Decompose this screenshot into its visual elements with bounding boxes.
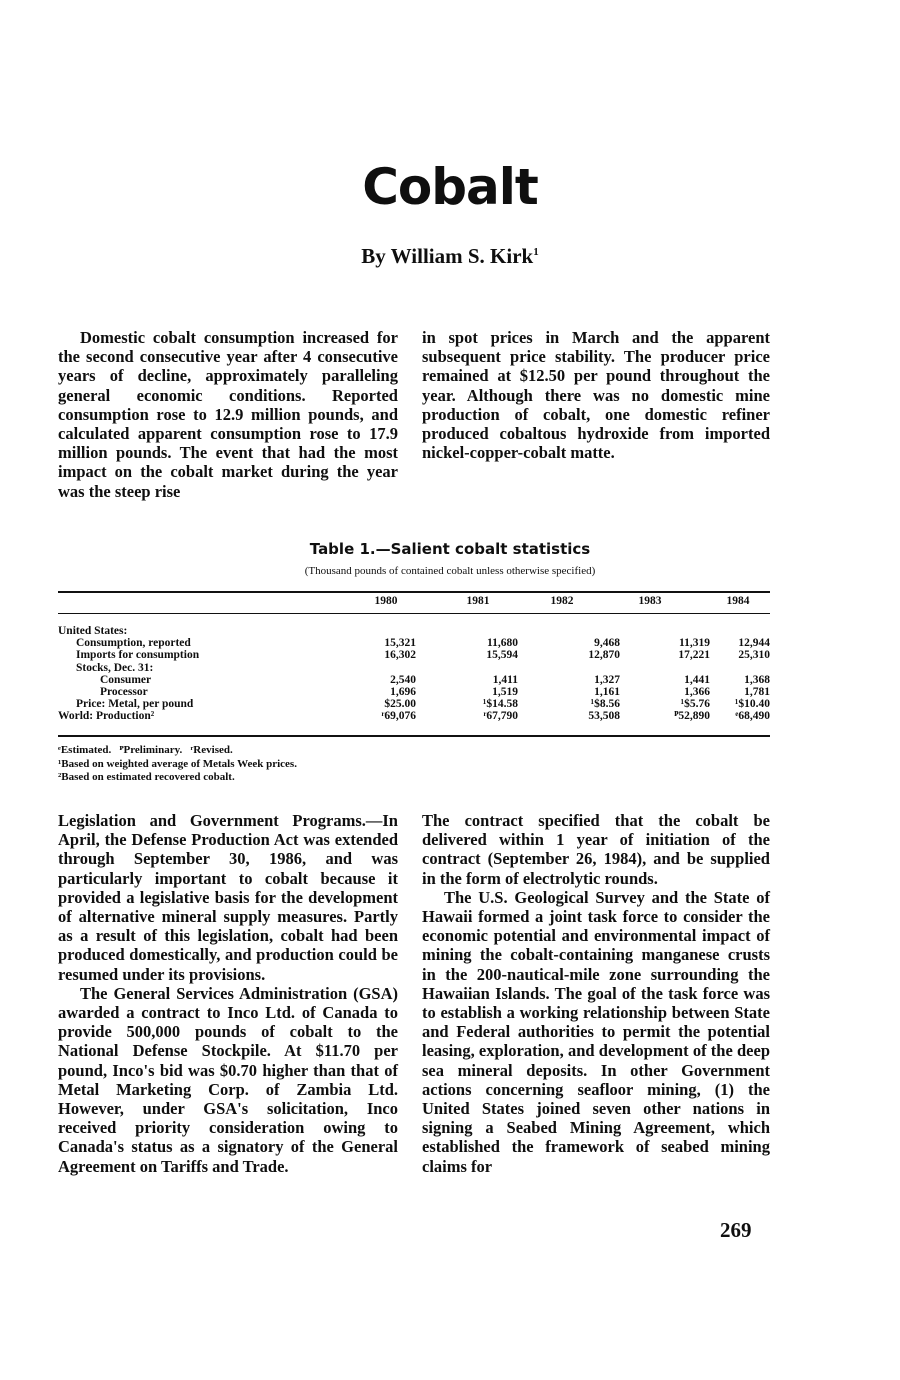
row-label: Consumption, reported <box>76 637 191 650</box>
table-footnote: ᵉEstimated. ᴾPreliminary. ʳRevised. <box>58 744 233 756</box>
table-cell: 9,468 <box>594 637 620 650</box>
author-byline <box>0 244 900 269</box>
page-number: 269 <box>720 1218 752 1242</box>
row-label: Stocks, Dec. 31: <box>76 661 154 674</box>
table-cell: 1,696 <box>390 685 416 698</box>
page-title: Cobalt <box>362 158 538 216</box>
table-cell: 25,310 <box>738 649 770 662</box>
row-label: United States: <box>58 625 128 637</box>
table-cell: 1,411 <box>492 673 518 686</box>
row-label: Processor <box>100 685 148 698</box>
table-cell: 15,321 <box>384 637 416 650</box>
row-label: Consumer <box>100 673 152 686</box>
intro-paragraph-left: Domestic cobalt consumption increased for the second consecutive year after 4 consecutive years of decline, approximately paralleling general economic conditions. Reported consumption rose to 12.9 million pounds, and calculated apparent consumption rose to 17.9 million pounds. The event that had the most impact on the cobalt market during the year was the steep rise <box>58 328 398 501</box>
year-header: 1983 <box>638 595 662 607</box>
intro-column-left <box>58 328 398 501</box>
table-row <box>58 649 770 661</box>
intro-paragraph-right: in spot prices in March and the apparent subsequent price stability. The producer price remained at $12.50 per pound throughout the year. Although there was no domestic mine production of cobalt, one domestic refiner produced cobaltous hydroxide from imported nickel-copper-cobalt matte. <box>422 328 770 463</box>
row-label: Imports for consumption <box>76 649 200 662</box>
section-text: —In April, the Defense Production Act was extended through September 30, 1986, and was particularly important to cobalt because it provided a legislative basis for the development of alternative mineral supply measures. Partly as a result of this legislation, cobalt had been produced domestically, and production could be resumed under its provisions. <box>58 811 398 984</box>
table-cell: ᵉ68,490 <box>735 710 770 723</box>
year-header: 1981 <box>466 595 490 607</box>
intro-column-right <box>422 328 770 462</box>
table-row <box>58 674 770 686</box>
table-cell: 12,944 <box>738 637 770 650</box>
year-header: 1984 <box>726 595 750 607</box>
year-header: 1982 <box>550 595 574 607</box>
table-cell: 12,870 <box>588 649 620 662</box>
table-cell: 2,540 <box>390 673 416 686</box>
table-row <box>58 662 770 674</box>
row-label: Price: Metal, per pound <box>76 698 194 711</box>
table-bottom-rule <box>58 735 770 737</box>
row-label: World: Production² <box>58 710 155 723</box>
body-paragraph: The General Services Administration (GSA) awarded a contract to Inco Ltd. of Canada to provide 500,000 pounds of cobalt to the National Defense Stockpile. At $11.70 per pound, Inco's bid was $0.70 higher than that of Metal Marketing Corp. of Zambia Ltd. However, under GSA's solicitation, Inco received priority consideration owing to Canada's status as a signatory of the General Agreement on Tariffs and Trade. <box>58 983 398 1176</box>
body-column-right <box>422 811 770 1176</box>
table-header-row <box>58 591 770 613</box>
table-row <box>58 625 770 637</box>
body-paragraph <box>58 811 398 984</box>
table-cell: 17,221 <box>678 649 710 662</box>
table-subtitle: (Thousand pounds of contained cobalt unless otherwise specified) <box>304 565 596 577</box>
table-cell: 15,594 <box>486 649 518 662</box>
table-cell: 11,680 <box>487 637 518 650</box>
table-cell: 1,441 <box>684 673 710 686</box>
table-cell: ʳ69,076 <box>381 710 416 723</box>
table-cell: ¹$8.56 <box>590 698 620 711</box>
body-paragraph: The contract specified that the cobalt be delivered within 1 year of initiation of the contract (September 26, 1984), and be supplied in the form of electrolytic rounds. <box>422 811 770 888</box>
table-row <box>58 637 770 649</box>
table-cell: 1,366 <box>684 685 710 698</box>
table-cell: 53,508 <box>588 710 620 723</box>
table-cell: ᴾ52,890 <box>674 710 710 723</box>
table-footnotes <box>58 744 758 785</box>
table-cell: ¹$10.40 <box>734 698 770 711</box>
author-name: By William S. Kirk <box>361 244 534 268</box>
salient-statistics-table <box>58 591 770 723</box>
table-cell: 1,327 <box>594 673 620 686</box>
section-heading: Legislation and Government Programs. <box>58 811 366 830</box>
year-header: 1980 <box>374 595 398 607</box>
table-cell: ¹$5.76 <box>680 698 710 711</box>
table-row <box>58 710 770 722</box>
table-title: Table 1.—Salient cobalt statistics <box>309 540 591 558</box>
table-cell: 11,319 <box>679 637 710 650</box>
table-cell: 1,519 <box>492 685 518 698</box>
body-column-left <box>58 811 398 1176</box>
body-paragraph: The U.S. Geological Survey and the State of Hawaii formed a joint task force to consider the economic potential and environmental impact of mining the cobalt-containing manganese crusts in the 200-nautical-mile zone surrounding the Hawaiian Islands. The goal of the task force was to establish a working relationship between State and Federal authorities to permit the potential leasing, exploration, and development of the deep sea mineral deposits. In other Government actions concerning seafloor mining, (1) the United States joined seven other nations in signing a Seabed Mining Agreement, which established the framework of seabed mining claims for <box>422 887 770 1176</box>
table-cell: 16,302 <box>384 649 416 662</box>
table-cell: 1,368 <box>744 673 770 686</box>
table-cell: ¹$14.58 <box>482 698 518 711</box>
table-row <box>58 698 770 710</box>
table-cell: $25.00 <box>384 698 416 711</box>
table-cell: ʳ67,790 <box>483 710 518 723</box>
table-footnote: ¹Based on weighted average of Metals Week prices. <box>58 757 297 770</box>
table-row <box>58 686 770 698</box>
table-cell: 1,161 <box>594 685 620 698</box>
author-footnote-mark: 1 <box>533 246 539 258</box>
table-cell: 1,781 <box>744 685 770 698</box>
table-footnote: ²Based on estimated recovered cobalt. <box>58 771 235 783</box>
